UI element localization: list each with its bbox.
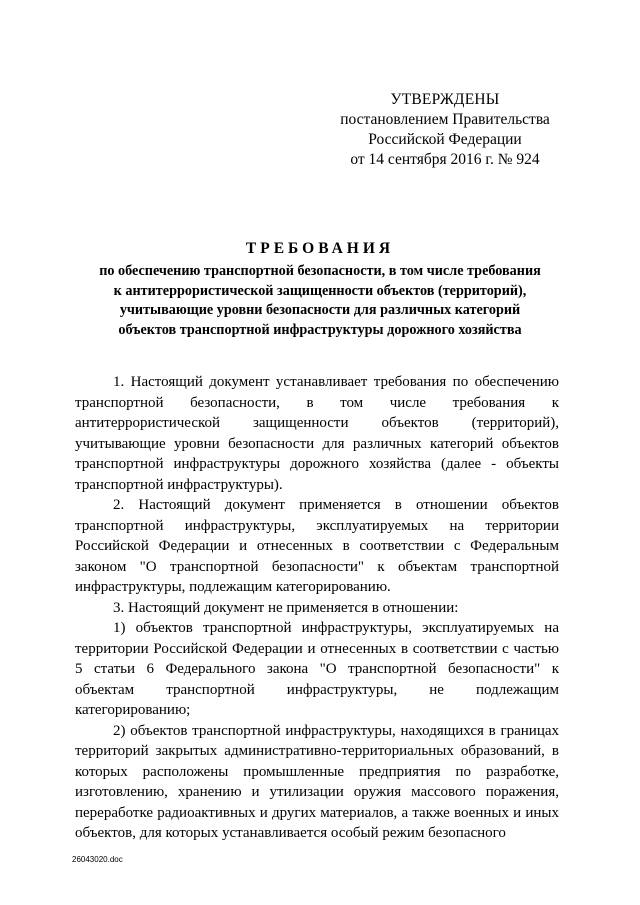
paragraph-1: 1. Настоящий документ устанавливает требования по обеспечению транспортной безопасности, в том числе требования к антитеррористической защищенности объектов (территорий), учитывающие уровни безопасности для различных категорий объектов транспортной инфраструктуры дорожного хозяйства (далее - объекты транспортной инфраструктуры).: [75, 374, 559, 493]
subtitle-line: к антитеррористической защищенности объектов (территорий),: [113, 282, 527, 299]
subtitle-line: объектов транспортной инфраструктуры дорожного хозяйства: [118, 321, 522, 338]
paragraph-3-item-1: 1) объектов транспортной инфраструктуры, эксплуатируемых на территории Российской Федерации и отнесенных в соответствии с частью 5 статьи 6 Федерального закона "О транспортной безопасности" к объектам транспортной инфраструктуры, не подлежащим категорированию;: [75, 620, 559, 718]
document-body: [75, 372, 559, 844]
approval-heading: УТВЕРЖДЕНЫ: [390, 91, 500, 108]
document-title: ТРЕБОВАНИЯ: [245, 240, 395, 257]
approval-stamp: [330, 90, 560, 170]
approval-line-decree: постановлением Правительства: [340, 111, 550, 128]
paragraph-3: 3. Настоящий документ не применяется в отношении:: [113, 599, 459, 616]
approval-line-country: Российской Федерации: [368, 131, 522, 148]
subtitle-line: учитывающие уровни безопасности для различных категорий: [119, 302, 521, 318]
document-subtitle: [70, 262, 570, 340]
paragraph-2: 2. Настоящий документ применяется в отношении объектов транспортной инфраструктуры, эксплуатируемых на территории Российской Федерации и отнесенных в соответствии с Федеральным законом "О транспортной безопасности" к объектам транспортной инфраструктуры, подлежащим категорированию.: [75, 497, 559, 595]
subtitle-line: по обеспечению транспортной безопасности, в том числе требования: [99, 263, 541, 279]
file-name-footer: 26043020.doc: [72, 855, 123, 864]
approval-line-date: от 14 сентября 2016 г. № 924: [350, 151, 540, 168]
paragraph-3-item-2: 2) объектов транспортной инфраструктуры, находящихся в границах территорий закрытых административно-территориальных образований, в которых расположены промышленные предприятия по разработке, изготовлению, хранению и утилизации оружия массового поражения, переработке радиоактивных и других материалов, а также военных и иных объектов, для которых устанавливается особый режим безопасного: [75, 722, 559, 841]
